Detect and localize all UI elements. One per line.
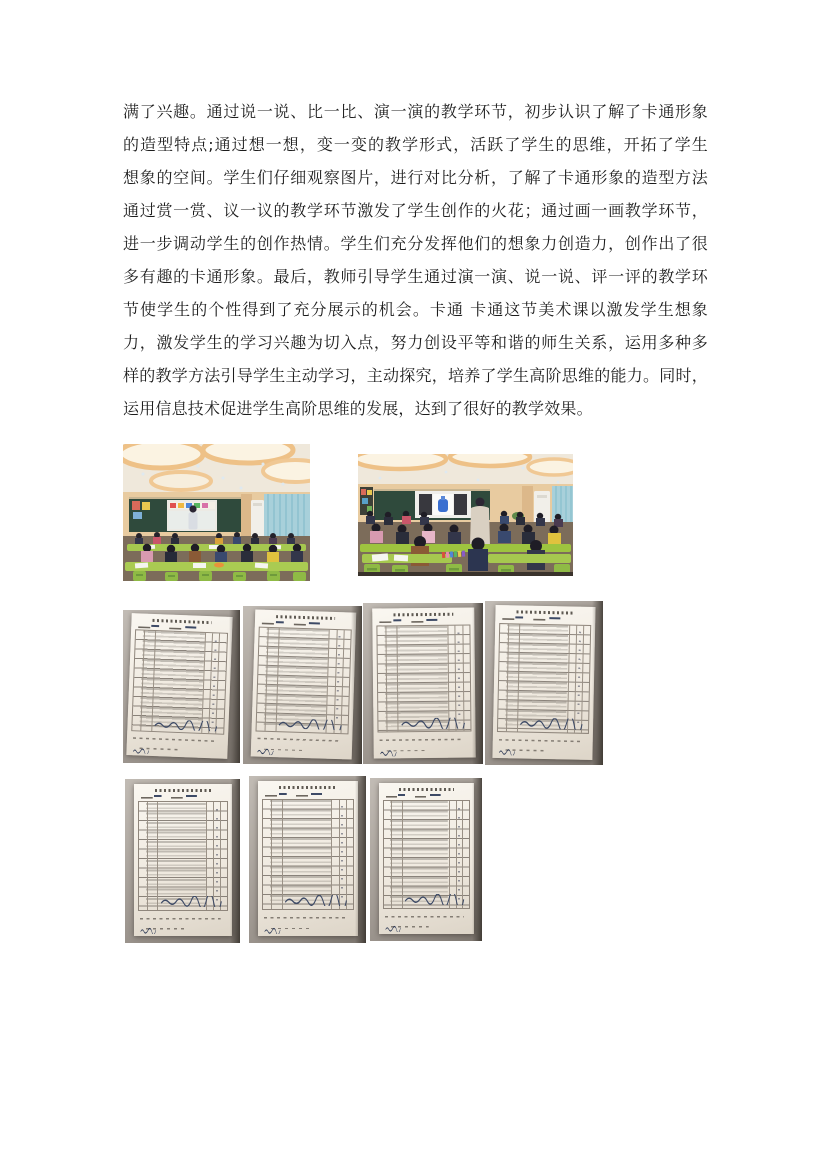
form-signature — [385, 925, 401, 932]
paragraph-line: 样的教学方法引导学生主动学习，主动探究，培养了学生高阶思维的能力。同时， — [123, 366, 708, 385]
photo-shadow-edge — [229, 610, 240, 763]
form-paper — [126, 613, 232, 759]
form-handwritten-comment — [399, 717, 464, 728]
evaluation-form-photo-4 — [485, 601, 603, 765]
reflection-paragraph — [123, 95, 708, 425]
paragraph-line: 的造型特点;通过想一想，变一变的教学形式，活跃了学生的思维，开拓了学生 — [123, 135, 708, 154]
evaluation-form-photo-1 — [123, 610, 240, 763]
form-signature — [140, 927, 157, 934]
photo-shadow-edge — [472, 603, 483, 764]
form-handwritten-comment — [404, 894, 465, 905]
form-title-text — [393, 612, 452, 616]
form-signature — [379, 749, 396, 756]
form-title-text — [155, 789, 212, 792]
form-paper — [134, 784, 232, 937]
form-signature — [499, 748, 516, 755]
form-handwritten-comment — [160, 896, 223, 907]
classroom-photo-left-image — [123, 444, 310, 581]
form-header-fields — [265, 792, 351, 798]
form-title-text — [399, 788, 454, 791]
form-table — [497, 622, 592, 733]
classroom-photo-left — [123, 444, 310, 581]
evaluation-form-photo-2 — [243, 606, 362, 764]
form-header-fields — [379, 618, 467, 625]
form-table — [262, 799, 354, 910]
paragraph-line: 运用信息技术促进学生高阶思维的发展，达到了很好的教学效果。 — [123, 399, 593, 418]
paragraph-line: 满了兴趣。通过说一说、比一比、演一演的教学环节，初步认识了解了卡通形象 — [123, 102, 708, 121]
photo-shadow-edge — [351, 606, 362, 764]
paragraph-line: 想象的空间。学生们仔细观察图片，进行对比分析，了解了卡通形象的造型方法 — [123, 168, 708, 187]
classroom-photo-right-image — [358, 454, 573, 576]
form-table — [138, 801, 228, 910]
form-paper — [493, 605, 596, 760]
form-paper — [250, 609, 356, 759]
paragraph-line: 力，激发学生的学习兴趣为切入点，努力创设平等和谐的师生关系，运用多种多 — [123, 333, 708, 352]
photo-shadow-edge — [592, 601, 603, 765]
form-handwritten-comment — [153, 718, 218, 730]
form-table — [255, 626, 351, 734]
paragraph-line: 进一步调动学生的创作热情。学生们充分发挥他们的想象力创造力，创作出了很 — [123, 234, 708, 253]
form-table — [383, 800, 471, 908]
form-header-fields — [386, 793, 468, 799]
form-paper — [258, 781, 357, 936]
form-table — [376, 625, 471, 733]
form-signature — [256, 747, 273, 754]
form-title-text — [517, 610, 575, 614]
form-paper — [372, 607, 476, 758]
form-signature — [264, 927, 281, 934]
paragraph-line: 节使学生的个性得到了充分展示的机会。卡通 卡通这节美术课以激发学生想象 — [123, 300, 708, 319]
photo-shadow-edge — [355, 776, 366, 943]
form-handwritten-comment — [277, 718, 342, 730]
form-handwritten-comment — [520, 718, 584, 730]
evaluation-form-photo-3 — [363, 603, 483, 764]
evaluation-form-photo-6 — [249, 776, 366, 943]
form-title-text — [152, 618, 210, 623]
form-handwritten-comment — [284, 895, 348, 906]
photo-shadow-edge — [472, 778, 482, 941]
paragraph-line: 多有趣的卡通形象。最后，教师引导学生通过演一演、说一说、评一评的教学环 — [123, 267, 708, 286]
paragraph-line: 通过赏一赏、议一议的教学环节激发了学生创作的火花；通过画一画教学环节， — [123, 201, 708, 220]
form-paper — [379, 783, 474, 935]
form-title-text — [276, 615, 335, 620]
evaluation-form-photo-7 — [370, 778, 482, 941]
classroom-photo-right — [358, 454, 573, 576]
form-header-fields — [141, 795, 225, 801]
photo-shadow-edge — [230, 779, 240, 943]
evaluation-form-photo-5 — [125, 779, 240, 943]
form-title-text — [279, 786, 337, 789]
form-signature — [132, 747, 149, 754]
